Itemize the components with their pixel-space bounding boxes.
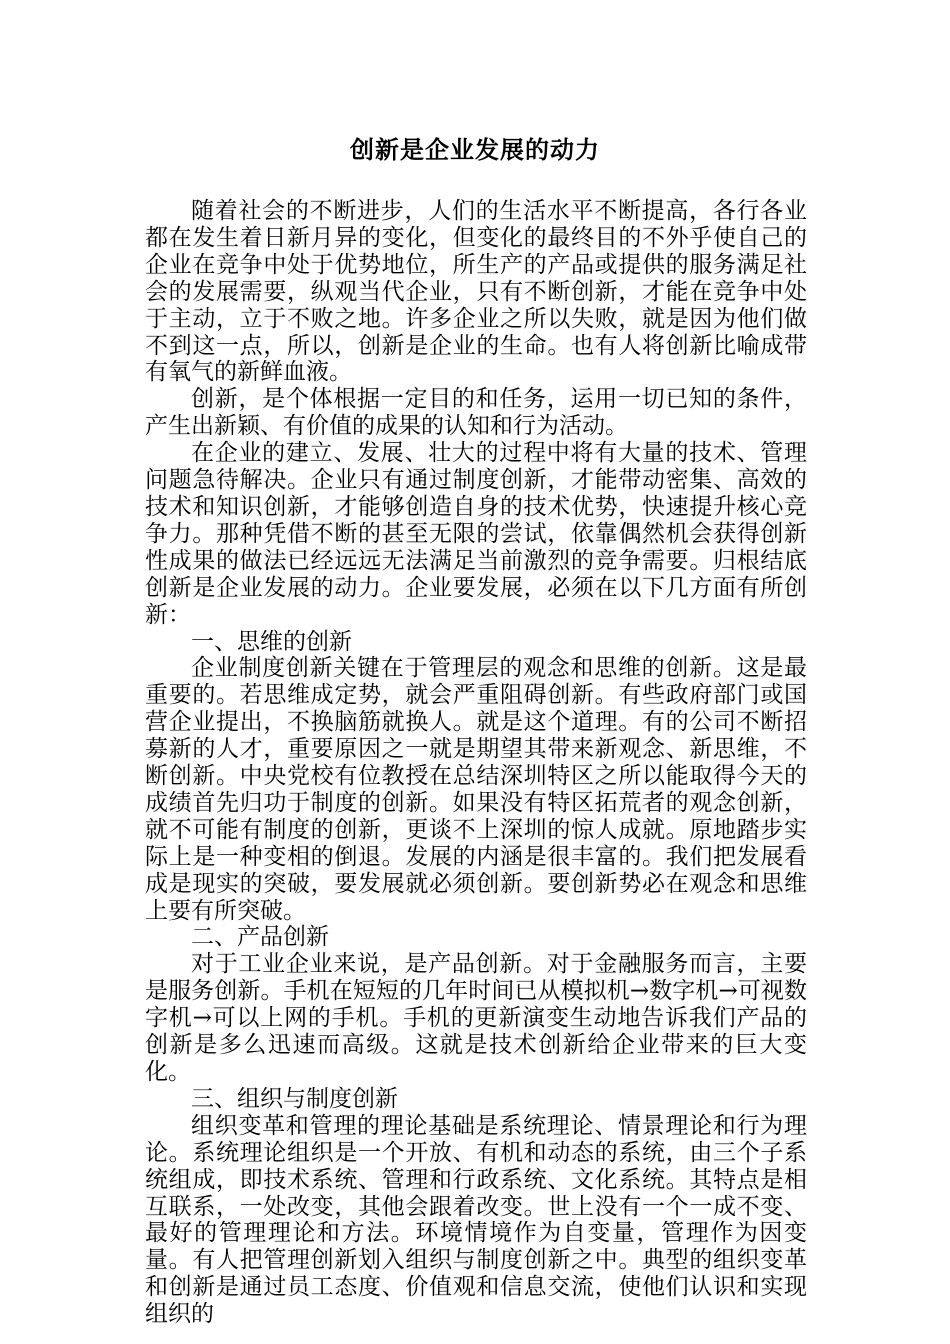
section-heading-product: 二、产品创新 — [191, 924, 329, 951]
paragraph-product: 对于工业企业来说，是产品创新。对于金融服务而言，主要是服务创新。手机在短短的几年时间已从模拟机→数字机→可视数字机→可以上网的手机。手机的更新演变生动地告诉我们产品的创新是多么迅速而高级。这就是技术创新给企业带来的巨大变化。 — [145, 951, 807, 1085]
section-heading-organization: 三、组织与制度创新 — [191, 1085, 398, 1112]
document-body — [145, 198, 807, 1328]
section-heading-thinking: 一、思维的创新 — [191, 628, 352, 655]
paragraph-thinking: 企业制度创新关键在于管理层的观念和思维的创新。这是最重要的。若思维成定势，就会严重阻碍创新。有些政府部门或国营企业提出，不换脑筋就换人。就是这个道理。有的公司不断招募新的人才，重要原因之一就是期望其带来新观念、新思维，不断创新。中央党校有位教授在总结深圳特区之所以能取得今天的成绩首先归功于制度的创新。如果没有特区拓荒者的观念创新，就不可能有制度的创新，更谈不上深圳的惊人成就。原地踏步实际上是一种变相的倒退。发展的内涵是很丰富的。我们把发展看成是现实的突破，要发展就必须创新。要创新势必在观念和思维上要有所突破。 — [145, 655, 807, 924]
paragraph-definition: 创新，是个体根据一定目的和任务，运用一切已知的条件，产生出新颖、有价值的成果的认知和行为活动。 — [145, 386, 807, 440]
paragraph-enterprise: 在企业的建立、发展、壮大的过程中将有大量的技术、管理问题急待解决。企业只有通过制度创新，才能带动密集、高效的技术和知识创新，才能够创造自身的技术优势，快速提升核心竞争力。那种凭借不断的甚至无限的尝试，依靠偶然机会获得创新性成果的做法已经远远无法满足当前激烈的竞争需要。归根结底创新是企业发展的动力。企业要发展，必须在以下几方面有所创新： — [145, 440, 807, 628]
paragraph-intro: 随着社会的不断进步，人们的生活水平不断提高，各行各业都在发生着日新月异的变化，但变化的最终目的不外乎使自己的企业在竞争中处于优势地位，所生产的产品或提供的服务满足社会的发展需要，纵观当代企业，只有不断创新，才能在竞争中处于主动，立于不败之地。许多企业之所以失败，就是因为他们做不到这一点，所以，创新是企业的生命。也有人将创新比喻成带有氧气的新鲜血液。 — [145, 198, 807, 386]
paragraph-organization: 组织变革和管理的理论基础是系统理论、情景理论和行为理论。系统理论组织是一个开放、有机和动态的系统，由三个子系统组成，即技术系统、管理和行政系统、文化系统。其特点是相互联系，一处改变，其他会跟着改变。世上没有一个一成不变、最好的管理理论和方法。环境情境作为自变量，管理作为因变量。有人把管理创新划入组织与制度创新之中。典型的组织变革和创新是通过员工态度、价值观和信息交流，使他们认识和实现组织的 — [145, 1112, 807, 1328]
document-title: 创新是企业发展的动力 — [350, 135, 600, 164]
